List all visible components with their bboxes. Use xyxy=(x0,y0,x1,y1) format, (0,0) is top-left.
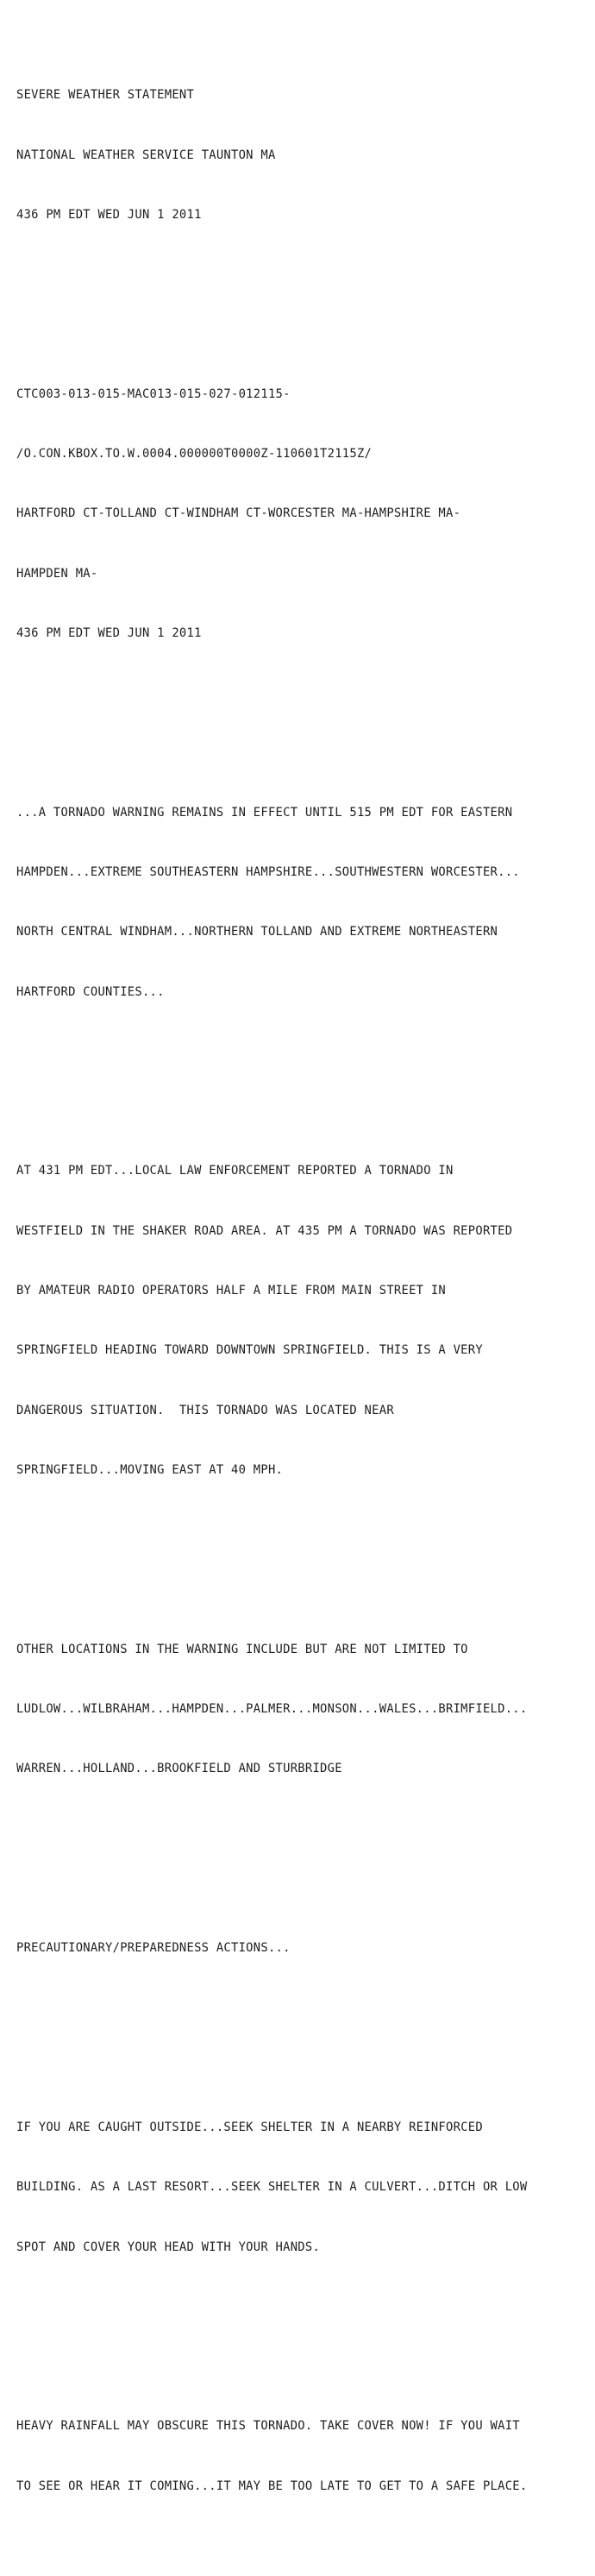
ugc-codes: CTC003-013-015-MAC013-015-027-012115- xyxy=(16,386,291,401)
issuing-office: NATIONAL WEATHER SERVICE TAUNTON MA xyxy=(16,148,276,162)
text-line: BY AMATEUR RADIO OPERATORS HALF A MILE FROM MAIN STREET IN xyxy=(16,1284,447,1297)
text-line: OTHER LOCATIONS IN THE WARNING INCLUDE BUT ARE NOT LIMITED TO xyxy=(16,1642,468,1656)
section-heading: PRECAUTIONARY/PREPAREDNESS ACTIONS... xyxy=(16,1941,291,1956)
text-line: IF YOU ARE CAUGHT OUTSIDE...SEEK SHELTER IN A NEARBY REINFORCED xyxy=(16,2120,483,2134)
text-line: AT 431 PM EDT...LOCAL LAW ENFORCEMENT REPORTED A TORNADO IN xyxy=(16,1164,454,1178)
text-line: SPRINGFIELD...MOVING EAST AT 40 MPH. xyxy=(16,1462,284,1477)
county-list-line: HARTFORD CT-TOLLAND CT-WINDHAM CT-WORCESTER MA-HAMPSHIRE MA- xyxy=(16,506,461,521)
text-line: HAMPDEN...EXTREME SOUTHEASTERN HAMPSHIRE...SOUTHWESTERN WORCESTER... xyxy=(16,865,520,880)
weather-statement-text xyxy=(16,6,588,2576)
text-line: WARREN...HOLLAND...BROOKFIELD AND STURBRIDGE xyxy=(16,1762,342,1776)
text-line: WESTFIELD IN THE SHAKER ROAD AREA. AT 435 PM A TORNADO WAS REPORTED xyxy=(16,1223,513,1238)
text-line: LUDLOW...WILBRAHAM...HAMPDEN...PALMER...MONSON...WALES...BRIMFIELD... xyxy=(16,1701,528,1716)
text-line: TO SEE OR HEAR IT COMING...IT MAY BE TOO LATE TO GET TO A SAFE PLACE. xyxy=(16,2479,528,2493)
zone-codes-block xyxy=(16,345,588,684)
rainfall-warning-paragraph xyxy=(16,2377,588,2536)
header-block xyxy=(16,46,588,265)
text-line: DANGEROUS SITUATION. THIS TORNADO WAS LOCATED NEAR xyxy=(16,1403,394,1417)
shelter-advice-paragraph xyxy=(16,2078,588,2297)
text-line: SPRINGFIELD HEADING TOWARD DOWNTOWN SPRINGFIELD. THIS IS A VERY xyxy=(16,1343,483,1358)
text-line: SPOT AND COVER YOUR HEAD WITH YOUR HANDS. xyxy=(16,2240,321,2254)
text-line: BUILDING. AS A LAST RESORT...SEEK SHELTER IN A CULVERT...DITCH OR LOW xyxy=(16,2180,528,2195)
issue-time: 436 PM EDT WED JUN 1 2011 xyxy=(16,625,202,640)
text-line: HEAVY RAINFALL MAY OBSCURE THIS TORNADO. TAKE COVER NOW! IF YOU WAIT xyxy=(16,2419,520,2434)
statement-title: SEVERE WEATHER STATEMENT xyxy=(16,88,195,103)
text-line: ...A TORNADO WARNING REMAINS IN EFFECT UNTIL 515 PM EDT FOR EASTERN xyxy=(16,805,513,820)
vtec-string: /O.CON.KBOX.TO.W.0004.000000T0000Z-110601T2115Z/ xyxy=(16,447,373,462)
text-line: HARTFORD COUNTIES... xyxy=(16,984,165,999)
tornado-report-paragraph xyxy=(16,1122,588,1520)
county-list-line: HAMPDEN MA- xyxy=(16,566,98,581)
text-line: NORTH CENTRAL WINDHAM...NORTHERN TOLLAND AND EXTREME NORTHEASTERN xyxy=(16,925,498,939)
precautionary-heading xyxy=(16,1899,588,1998)
warning-summary-paragraph xyxy=(16,763,588,1042)
other-locations-paragraph xyxy=(16,1600,588,1819)
issue-time: 436 PM EDT WED JUN 1 2011 xyxy=(16,207,202,222)
